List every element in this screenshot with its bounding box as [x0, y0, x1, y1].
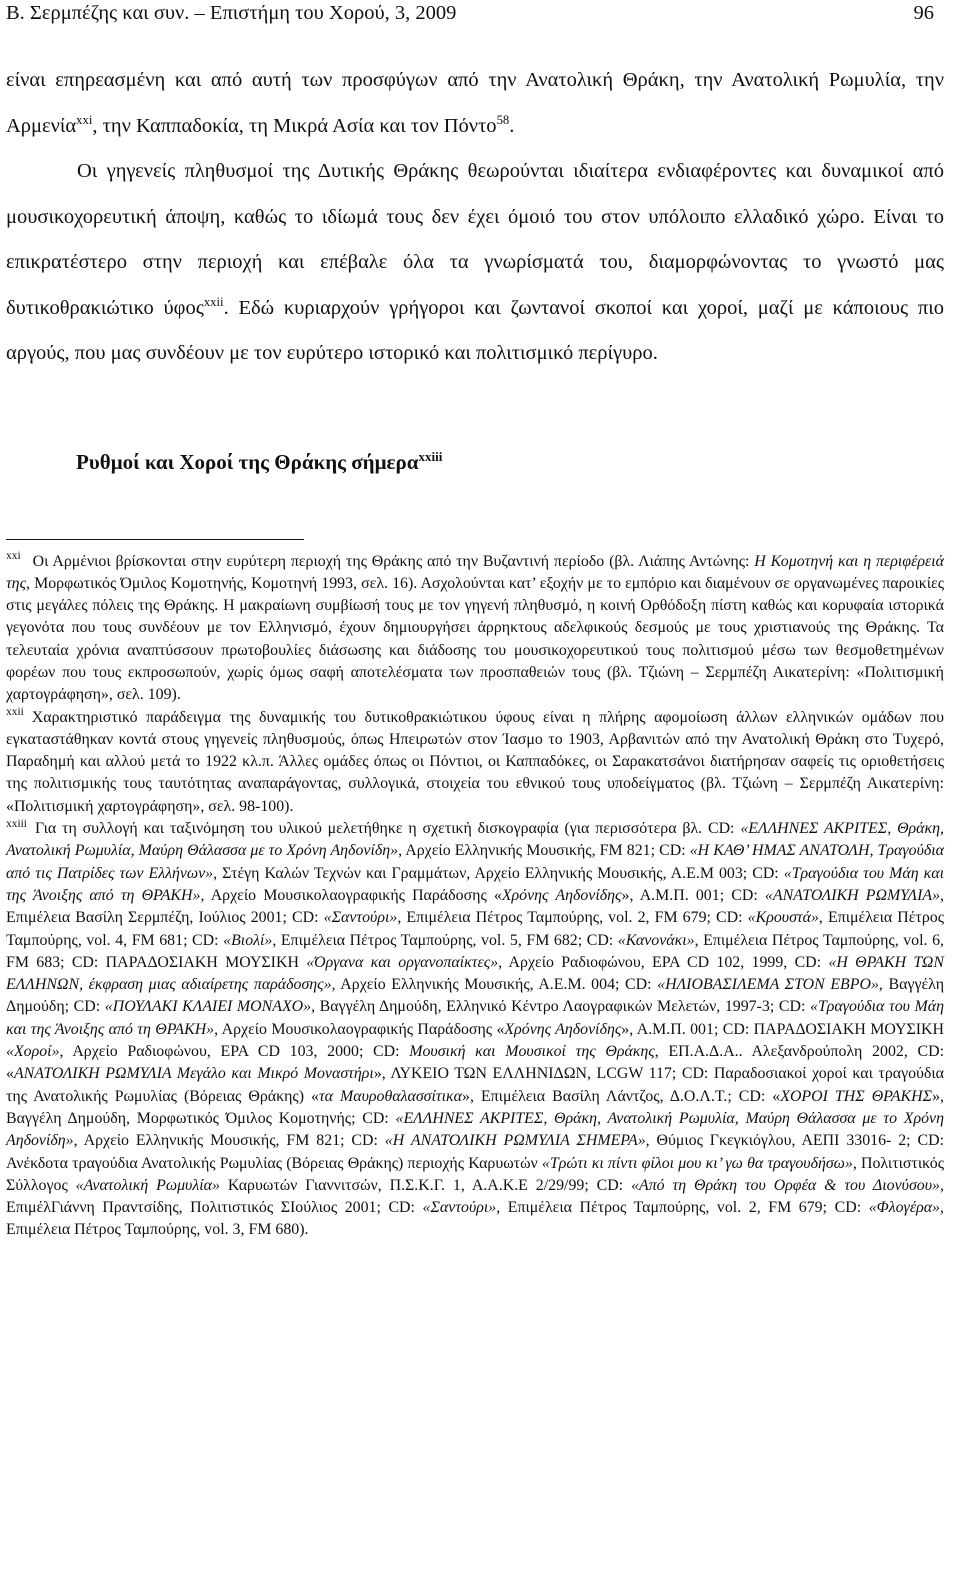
- footnote-text: , Επιμέλεια Πέτρος Ταμπούρης, vol. 4, FM 681; CD:: [6, 909, 944, 949]
- running-title: Β. Σερμπέζης και συν. – Επιστήμη του Χορού, 3, 2009: [6, 2, 457, 24]
- footnote-italic: «Η ΑΝΑΤΟΛΙΚΗ ΡΩΜΥΛΙΑ ΣΗΜΕΡΑ»: [384, 1132, 646, 1150]
- footnote-text: Χαρακτηριστικό παράδειγμα της δυναμικής του δυτικοθρακιώτικου ύφους είναι η πλήρης αφομοίωση άλλων ελληνικών ομάδων που εγκαταστάθηκαν κοντά στους γηγενείς πληθυσμούς, όπως Ηπειρωτών στον Ίασμο το 1903, Αρβανιτών από την Ανατολική Θράκη στο Τυχερό, Παραδημή και αλλού μετά το 1922 κλ.π. Άλλες ομάδες όπως οι Πόντιοι, οι Καππαδόκες, οι Σαρακατσάνοι διατήρησαν σαφείς τις οριοθετήσεις της πολιτισμικής τους ταυτότητας αναπαράγοντας, συλλογικά, στοιχεία του εθνικού τους υποδείγματος (βλ. Τζιώνη – Σερμπέζη Αικατερίνη: «Πολιτισμική χαρτογράφηση», σελ. 98-100).: [6, 708, 944, 815]
- body-paragraph-1: [6, 58, 944, 149]
- footnote-text: , Βαγγέλη Δημούδη, Ελληνικό Κέντρο Λαογραφικών Μελετών, 1997-3; CD:: [311, 998, 810, 1016]
- footnote-italic: Μουσική και Μουσικοί της Θράκης: [409, 1043, 655, 1061]
- body-paragraph-2: [6, 149, 944, 377]
- p1-text-2: , την Καππαδοκία, τη Μικρά Ασία και τον Πόντο: [92, 114, 497, 137]
- footnote-italic: «Ανατολική Ρωμυλία»: [75, 1176, 220, 1194]
- section-heading-text: Ρυθμοί και Χοροί της Θράκης σήμερα: [76, 449, 419, 474]
- page-number: 96: [913, 2, 934, 24]
- footnote-italic: «ΕΛΛΗΝΕΣ ΑΚΡΙΤΕΣ, Θράκη, Ανατολική Ρωμυλία, Μαύρη Θάλασσα με το Χρόνη Αηδονίδη»: [6, 820, 944, 860]
- footnote-italic: «Τραγούδια του Μάη και της Άνοιξης από τη ΘΡΑΚΗ»: [6, 998, 944, 1038]
- footnote-text: », Α.Μ.Π. 001; CD:: [621, 886, 765, 904]
- footnote-text: », Α.Μ.Π. 001; CD: ΠΑΡΑΔΟΣΙΑΚΗ ΜΟΥΣΙΚΗ: [621, 1020, 944, 1038]
- p1-end: .: [509, 114, 515, 137]
- footnote-text: », Βαγγέλη Δημούδη, Μορφωτικός Όμιλος Κομοτηνής; CD:: [6, 1087, 944, 1127]
- footnote-text: », Επιμέλεια Βασίλη Λάντζος, Δ.Ο.Λ.Τ.; CD: «: [462, 1087, 781, 1105]
- footnote-text: , ΕΠ.Α.Δ.Α.. Αλεξανδρούπολη 2002, CD: «: [6, 1043, 944, 1083]
- footnote-text: , Επιμέλεια Πέτρος Ταμπούρης, vol. 3, FM 680).: [6, 1199, 944, 1239]
- footnote-text: , Αρχείο Ελληνικής Μουσικής, Α.Ε.Μ. 004; CD:: [331, 976, 658, 994]
- footnote-italic: τα Μαυροθαλασσίτικα: [318, 1087, 462, 1105]
- footnote-ref-xxiii[interactable]: xxiii: [418, 448, 443, 464]
- footnote-text: Για τη συλλογή και ταξινόμηση του υλικού μελετήθηκε η σχετική δισκογραφία (για περισσότερα βλ. CD:: [34, 820, 741, 838]
- footnote-italic: «Βιολί»: [223, 931, 273, 949]
- p2-text: Οι γηγενείς πληθυσμοί της Δυτικής Θράκης θεωρούνται ιδιαίτερα ενδιαφέροντες και δυναμικοί από μουσικοχορευτική άποψη, καθώς το ιδίωμά τους δεν έχει όμοιό του στον υπόλοιπο ελλαδικό χώρο. Είναι το επικρατέστερο στην περιοχή και επέβαλε όλα τα γνωρίσματά του, διαμορφώνοντας το γνωστό μας δυτικοθρακιώτικο ύφος: [6, 160, 944, 319]
- footnote-italic: «Η ΘΡΑΚΗ ΤΩΝ ΕΛΛΗΝΩΝ, έκφραση μιας αδιαίρετης παράδοσης»: [6, 953, 945, 994]
- footnote-italic: «Όργανα και οργανοπαίκτες»: [306, 953, 499, 971]
- footnote-text: , Αρχείο Ραδιοφώνου, ΕΡΑ CD 103, 2000; CD:: [59, 1043, 410, 1061]
- p2-text-2: . Εδώ κυριαρχούν γρήγοροι και ζωντανοί σκοποί και χοροί, μαζί με κάποιους πιο αργούς, που μας συνδέουν με τον ευρύτερο ιστορικό και πολιτισμικό περίγυρο.: [6, 296, 945, 364]
- footnote-italic: «Χοροί»: [6, 1043, 60, 1061]
- footnote-text: Οι Αρμένιοι βρίσκονται στην ευρύτερη περιοχή της Θράκης από την Βυζαντινή περίοδο (βλ. Λιάπης Αντώνης:: [32, 552, 755, 570]
- p1-text: είναι επηρεασμένη και από αυτή των προσφύγων από την Ανατολική Θράκη, την Ανατολική Ρωμυλία, την Αρμενία: [6, 69, 944, 137]
- footnote-italic: «ΗΛΙΟΒΑΣΙΛΕΜΑ ΣΤΟΝ ΕΒΡΟ»: [657, 976, 879, 994]
- footnote-text: Καρυωτών Γιαννιτσών, Π.Σ.Κ.Γ. 1, Α.Α.Κ.Ε 2/29/99; CD:: [219, 1176, 632, 1194]
- footnote-text: , Αρχείο Ελληνικής Μουσικής, FM 821; CD:: [398, 842, 690, 860]
- footnote-text: », ΛΥΚΕΙΟ ΤΩΝ ΕΛΛΗΝΙΔΩΝ, LCGW 117; CD: Παραδοσιακοί χοροί και τραγούδια της Ανατολικής Ρωμυλίας (Βόρειας Θράκης) «: [6, 1065, 945, 1105]
- footnote-text: , Επιμέλεια Πέτρος Ταμπούρης, vol. 2, FM 679; CD:: [496, 1199, 869, 1217]
- footnote-italic: «Κανονάκι»: [617, 931, 695, 949]
- footnote-mark: xxi: [6, 550, 21, 563]
- footnote-text: , Επιμέλεια Πέτρος Ταμπούρης, vol. 5, FM 682; CD:: [272, 931, 618, 949]
- footnote-text: , Βαγγέλη Δημούδη; CD:: [6, 976, 945, 1016]
- footnote-text: , ΕπιμέλΓιάννη Πραντσίδης, Πολιτιστικός ΣΙούλιος 2001; CD:: [6, 1176, 944, 1217]
- footnote-xxii: [6, 707, 944, 818]
- footnote-italic: «Από τη Θράκη του Ορφέα & του Διονύσου»: [631, 1176, 940, 1194]
- footnote-italic: ΧΟΡΟΙ ΤΗΣ ΘΡΑΚΗΣ: [780, 1087, 933, 1105]
- footnote-text: , Αρχείο Μουσικολαογραφικής Παράδοσης «: [200, 886, 502, 904]
- footnote-text: , Αρχείο Μουσικολαογραφικής Παράδοσης «: [214, 1020, 505, 1038]
- footnote-xxi: [6, 551, 944, 707]
- footnote-italic: «Η ΚΑΘ’ ΗΜΑΣ ΑΝΑΤΟΛΗ, Τραγούδια από τις Πατρίδες των Ελλήνων»: [6, 842, 945, 882]
- footnote-ref-xxi[interactable]: xxi: [76, 112, 93, 127]
- footnote-italic: «Σαντούρι»: [323, 909, 398, 927]
- footnote-italic: Χρόνης Αηδονίδης: [501, 886, 622, 904]
- footnote-ref-xxii[interactable]: xxii: [203, 294, 224, 309]
- footnote-ref-58[interactable]: 58: [496, 112, 510, 127]
- footnote-italic: «ΕΛΛΗΝΕΣ ΑΚΡΙΤΕΣ, Θράκη, Ανατολική Ρωμυλία, Μαύρη Θάλασσα με το Χρόνη Αηδονίδη»: [6, 1109, 944, 1150]
- footnote-italic: «Φλογέρα»: [868, 1199, 940, 1217]
- footnote-mark: xxiii: [6, 817, 27, 830]
- footnote-mark: xxii: [6, 706, 24, 719]
- footnote-italic: «Κρουστά»: [747, 909, 819, 927]
- footnote-italic: «ΑΝΑΤΟΛΙΚΗ ΡΩΜΥΛΙΑ»: [764, 886, 941, 904]
- footnote-text: , Επιμέλεια Πέτρος Ταμπούρης, vol. 2, FM 679; CD:: [397, 909, 748, 927]
- footnote-italic: ΑΝΑΤΟΛΙΚΗ ΡΩΜΥΛΙΑ Μεγάλο και Μικρό Μοναστήρι: [13, 1065, 374, 1083]
- footnote-text: , Μορφωτικός Όμιλος Κομοτηνής, Κομοτηνή 1993, σελ. 16). Ασχολούνται κατ’ εξοχήν με το εμπόριο και διαμένουν σε οργανωμένες παροικίες στις μεγάλες πόλεις της Θράκης. Η μακραίωνη συμβίωσή τους με τον γηγενή πληθυσμό, η κοινή Ορθόδοξη πίστη καθώς και κορυφαία ιστορικά γεγονότα που τους συνδέουν με τον Ελληνισμό, έχουν δημιουργήσει άρρηκτους αδελφικούς δεσμούς με τους χριστιανούς της Θράκης. Τα τελευταία χρόνια αναπτύσσουν πρωτοβουλίες διάσωσης και διάδοσης του μουσικοχορευτικού τους πολιτισμού μέσω των θεσμοθετημένων φορέων που τους εκπροσωπούν, χωρίς όμως σαφή αποτελέσματα των προσπαθειών τους (βλ. Τζιώνη – Σερμπέζη Αικατερίνη: «Πολιτισμική χαρτογράφηση», σελ. 109).: [6, 574, 944, 704]
- footnote-separator: [6, 539, 304, 540]
- footnote-text: , Στέγη Καλών Τεχνών και Γραμμάτων, Αρχείο Ελληνικής Μουσικής, Α.Ε.Μ 003; CD:: [213, 864, 784, 882]
- footnote-text: , Επιμέλεια Βασίλη Σερμπέζη, Ιούλιος 2001; CD:: [6, 886, 944, 927]
- footnote-italic: Η Κομοτηνή και η περιφέρειά της: [6, 552, 944, 592]
- footnote-text: , Θύμιος Γκεγκιόγλου, ΑΕΠΙ 33016- 2; CD: Ανέκδοτα τραγούδια Ανατολικής Ρωμυλίας (Βόρειας Θράκης) περιοχής Καρυωτών: [6, 1132, 944, 1172]
- footnote-text: , Επιμέλεια Πέτρος Ταμπούρης, vol. 6, FM 683; CD: ΠΑΡΑΔΟΣΙΑΚΗ ΜΟΥΣΙΚΗ: [6, 931, 944, 971]
- running-header: [6, 0, 944, 32]
- footnote-italic: «Τραγούδια του Μάη και της Άνοιξης από τη ΘΡΑΚΗ»: [6, 864, 944, 904]
- footnote-text: , Αρχείο Ραδιοφώνου, ΕΡΑ CD 102, 1999, CD:: [498, 953, 829, 971]
- footnote-text: , Αρχείο Ελληνικής Μουσικής, FM 821; CD:: [73, 1132, 385, 1150]
- footnote-italic: Χρόνης Αηδονίδης: [504, 1020, 622, 1038]
- footnote-italic: «Τρώτι κι πίντι φίλοι μου κι’ γω θα τραγουδήσω»: [541, 1154, 853, 1172]
- footnote-italic: «ΠΟΥΛΑΚΙ ΚΛΑΙΕΙ ΜΟΝΑΧΟ»: [104, 998, 312, 1016]
- footnotes: [6, 551, 944, 1242]
- footnote-xxiii: [6, 818, 944, 1242]
- footnote-text: , Πολιτιστικός Σύλλογος: [6, 1154, 944, 1194]
- footnote-italic: «Σαντούρι»: [422, 1199, 497, 1217]
- section-heading: [76, 450, 944, 490]
